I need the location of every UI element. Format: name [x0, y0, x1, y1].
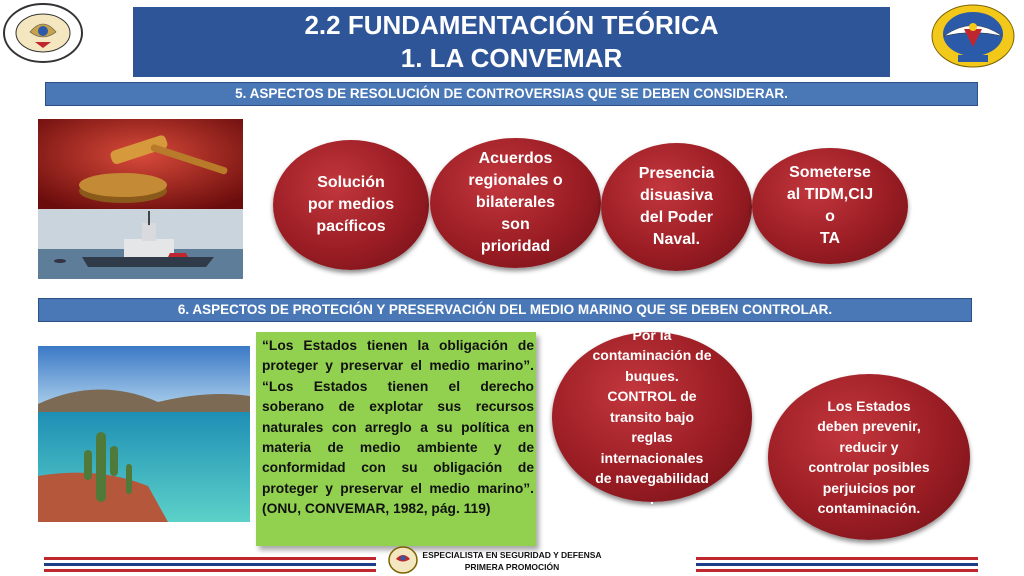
tribunal-submission-item: [752, 148, 908, 264]
gavel-image: [38, 119, 243, 209]
footer-line-2: PRIMERA PROMOCIÓN: [464, 562, 560, 572]
naval-ship-image: [38, 209, 243, 279]
states-prevent-item: [768, 374, 970, 540]
slide-title: [133, 7, 890, 77]
section6-heading: 6. ASPECTOS DE PROTECIÓN Y PRESERVACIÓN DEL MEDIO MARINO QUE SE DEBEN CONTROLAR.: [38, 298, 972, 322]
peaceful-solution-item: [273, 140, 429, 270]
ship-pollution-item: [552, 326, 752, 507]
footer-text: [405, 549, 619, 573]
naval-presence-text: Presencia disuasiva del Poder Naval.: [638, 165, 715, 248]
footer-line-1: ESPECIALISTA EN SEGURIDAD Y DEFENSA: [422, 550, 602, 560]
title-line-2: 1. LA CONVEMAR: [400, 43, 623, 73]
coastline-cactus-image: [38, 346, 250, 522]
convemar-quote-box: [256, 332, 536, 546]
footer-stripe-left: [44, 557, 376, 572]
regional-agreements-text: Acuerdos regionales o bilaterales son prioridad: [468, 150, 563, 255]
ecuador-crest-logo: [930, 3, 1016, 69]
ship-pollution-text: Por la contaminación de buques. CONTROL de transito bajo reglas internacionales de navegabilidad .: [592, 326, 712, 507]
regional-agreements-item: [430, 138, 601, 268]
footer-stripe-right: [696, 557, 978, 572]
section5-heading: 5. ASPECTOS DE RESOLUCIÓN DE CONTROVERSIAS QUE SE DEBEN CONSIDERAR.: [45, 82, 978, 106]
armed-forces-logo: [2, 2, 84, 64]
states-prevent-text: Los Estados deben prevenir, reducir y controlar posibles perjuicios por contaminación.: [808, 397, 930, 516]
tribunal-submission-text: Someterse al TIDM,CIJ o TA: [786, 164, 874, 247]
title-line-1: 2.2 FUNDAMENTACIÓN TEÓRICA: [304, 10, 719, 40]
convemar-quote-text: “Los Estados tienen la obligación de proteger y preservar el medio marino”. “Los Estados tienen el derecho soberano de explotar sus recursos naturales con arreglo a su política en materia de medio ambiente y de conformidad con su obligación de proteger y preservar el medio marino”. (ONU, CONVEMAR, 1982, pág. 119): [262, 338, 534, 517]
naval-presence-item: [601, 143, 752, 271]
peaceful-solution-text: Solución por medios pacíficos: [307, 174, 395, 235]
